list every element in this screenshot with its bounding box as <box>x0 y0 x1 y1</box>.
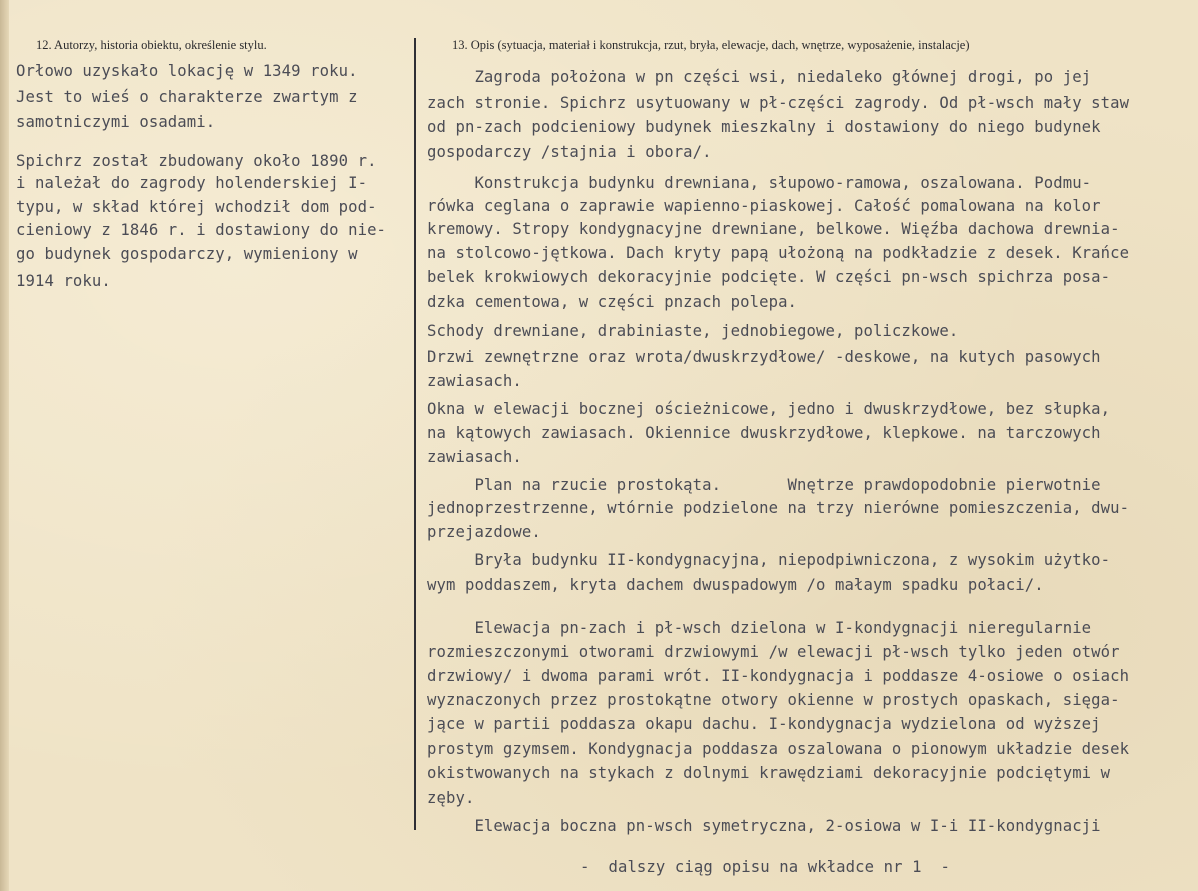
description-line: jące w partii poddasza okapu dachu. I-kondygnacja wydzielona od wyższej <box>427 715 1101 733</box>
description-line: zawiasach. <box>427 448 522 466</box>
description-line: prostym gzymsem. Kondygnacja poddasza oszalowana o pionowym układzie desek <box>427 740 1130 758</box>
description-line: przejazdowe. <box>427 523 541 541</box>
section-13-heading: 13. Opis (sytuacja, materiał i konstrukcja, rzut, bryła, elewacje, dach, wnętrze, wyposażenie, instalacje) <box>452 38 970 52</box>
description-line: od pn-zach podcieniowy budynek mieszkalny i dostawiony do niego budynek <box>427 118 1101 136</box>
description-line: Drzwi zewnętrzne oraz wrota/dwuskrzydłowe/ -deskowe, na kutych pasowych <box>427 348 1101 366</box>
description-line: Konstrukcja budynku drewniana, słupowo-ramowa, oszalowana. Podmu- <box>427 174 1092 192</box>
description-line: zęby. <box>427 789 475 807</box>
description-line: drzwiowy/ i dwoma parami wrót. II-kondygnacja i poddasze 4-osiowe o osiach <box>427 667 1130 685</box>
description-line: Elewacja pn-zach i pł-wsch dzielona w I-kondygnacji nieregularnie <box>427 619 1092 637</box>
description-line: Elewacja boczna pn-wsch symetryczna, 2-osiowa w I-i II-kondygnacji <box>427 817 1101 835</box>
description-line: gospodarczy /stajnia i obora/. <box>427 143 712 161</box>
history-line: i należał do zagrody holenderskiej I- <box>16 174 368 192</box>
section-12-heading: 12. Autorzy, historia obiektu, określenie stylu. <box>36 38 267 52</box>
history-line: go budynek gospodarczy, wymieniony w <box>16 245 358 263</box>
description-line: Plan na rzucie prostokąta. Wnętrze prawdopodobnie pierwotnie <box>427 476 1101 494</box>
description-line: Bryła budynku II-kondygnacyjna, niepodpiwniczona, z wysokim użytko- <box>427 551 1111 569</box>
description-line: belek krokwiowych dekoracyjnie podcięte. W części pn-wsch spichrza posa- <box>427 268 1111 286</box>
history-line: Orłowo uzyskało lokację w 1349 roku. <box>16 62 358 80</box>
history-line: cieniowy z 1846 r. i dostawiony do nie- <box>16 221 387 239</box>
history-line: Spichrz został zbudowany około 1890 r. <box>16 152 377 170</box>
description-line: na kątowych zawiasach. Okiennice dwuskrzydłowe, klepkowe. na tarczowych <box>427 424 1101 442</box>
description-line: Schody drewniane, drabiniaste, jednobiegowe, policzkowe. <box>427 322 959 340</box>
page-edge-shadow <box>0 0 9 891</box>
description-line: dzka cementowa, w części pnzach polepa. <box>427 293 798 311</box>
description-line: kremowy. Stropy kondygnacyjne drewniane, belkowe. Więźba dachowa drewnia- <box>427 220 1120 238</box>
description-line: wyznaczonych przez prostokątne otwory okienne w prostych opaskach, sięga- <box>427 691 1120 709</box>
description-line: na stolcowo-jętkowa. Dach kryty papą ułożoną na podkładzie z desek. Krańce <box>427 244 1130 262</box>
history-line: Jest to wieś o charakterze zwartym z <box>16 88 358 106</box>
description-line: okistwowanych na stykach z dolnymi krawędziami dekoracyjnie podciętymi w <box>427 764 1111 782</box>
column-divider <box>414 38 416 830</box>
description-line: rozmieszczonymi otworami drzwiowymi /w elewacji pł-wsch tylko jeden otwór <box>427 643 1120 661</box>
description-line: rówka ceglana o zaprawie wapienno-piaskowej. Całość pomalowana na kolor <box>427 197 1101 215</box>
description-line: jednoprzestrzenne, wtórnie podzielone na trzy nierówne pomieszczenia, dwu- <box>427 499 1130 517</box>
description-line: Zagroda położona w pn części wsi, niedaleko głównej drogi, po jej <box>427 68 1092 86</box>
history-line: 1914 roku. <box>16 272 111 290</box>
history-line: samotniczymi osadami. <box>16 113 216 131</box>
description-line: wym poddaszem, kryta dachem dwuspadowym /o małaym spadku połaci/. <box>427 576 1044 594</box>
continuation-note: - dalszy ciąg opisu na wkładce nr 1 - <box>580 858 951 876</box>
description-line: Okna w elewacji bocznej ościeżnicowe, jedno i dwuskrzydłowe, bez słupka, <box>427 400 1111 418</box>
description-line: zach stronie. Spichrz usytuowany w pł-części zagrody. Od pł-wsch mały staw <box>427 94 1130 112</box>
description-line: zawiasach. <box>427 372 522 390</box>
history-line: typu, w skład której wchodził dom pod- <box>16 198 377 216</box>
